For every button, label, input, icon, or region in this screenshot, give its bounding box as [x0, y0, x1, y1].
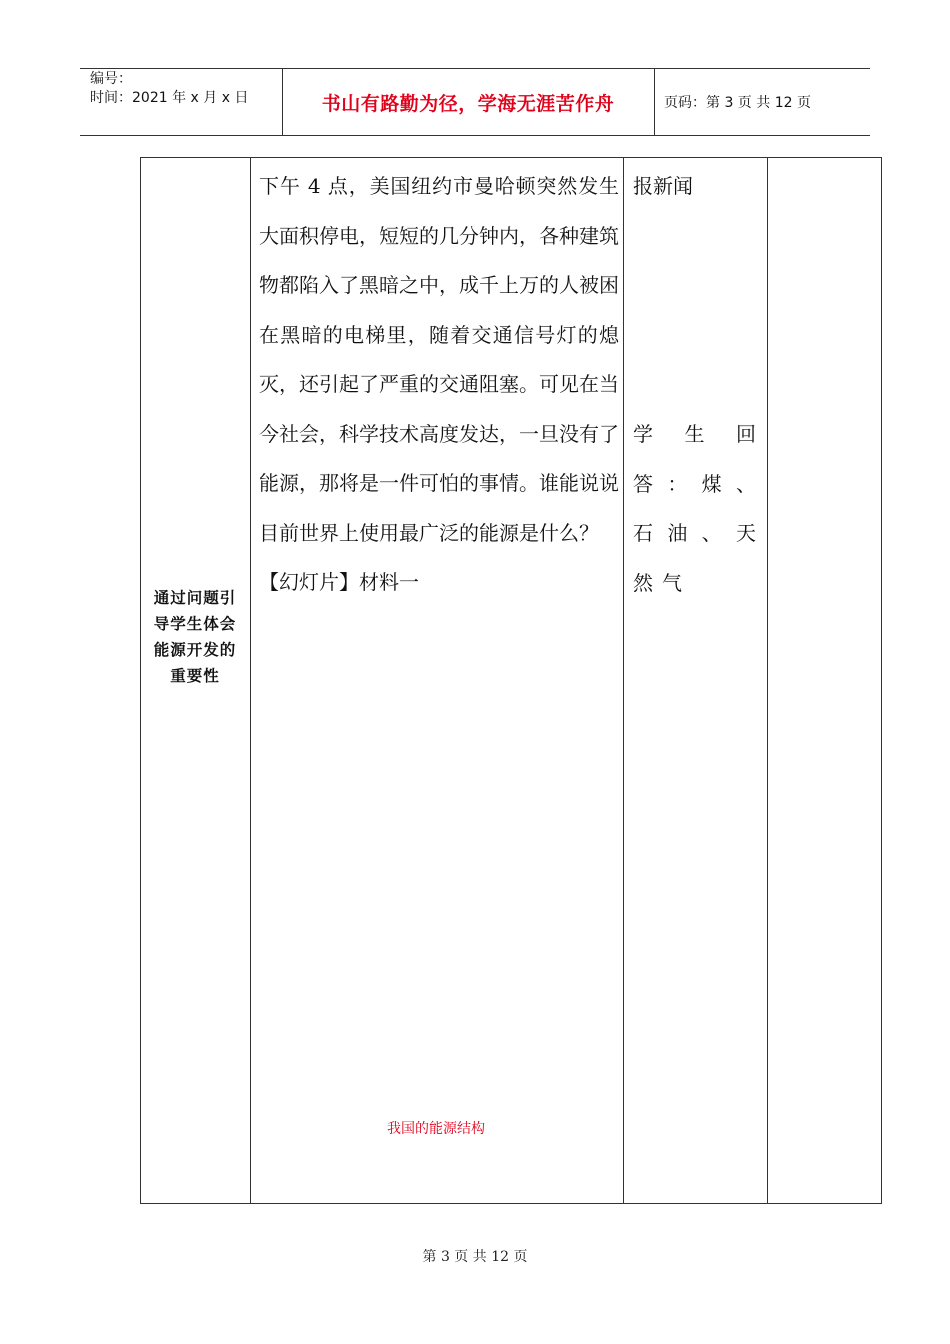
document-header: [80, 68, 870, 136]
design-objective: 通过问题引导学生体会能源开发的重要性: [153, 589, 237, 685]
column-divider: [767, 158, 768, 1203]
header-divider: [654, 68, 655, 136]
teacher-narrative: 下午 4 点，美国纽约市曼哈顿突然发生大面积停电，短短的几分钟内，各种建筑物都陷入了黑暗之中，成千上万的人被困在黑暗的电梯里，随着交通信号灯的熄灭，还引起了严重的交通阻塞。可见在当今社会，科学技术高度发达，一旦没有了能源，那将是一件可怕的事情。谁能说说目前世界上使用最广泛的能源是什么？: [259, 174, 619, 545]
teacher-activity: [259, 162, 619, 608]
student-answer: [633, 410, 765, 608]
student-activity-news: 报新闻: [633, 174, 693, 198]
student-answer-prefix: 学生回答：: [633, 422, 765, 496]
header-page-info: 页码：第 3 页 共 12 页: [664, 95, 811, 111]
slide-label: 【幻灯片】材料一: [259, 570, 419, 594]
chart-title: 我国的能源结构: [387, 1121, 485, 1137]
lesson-table: [140, 157, 882, 1204]
header-meta: [90, 70, 248, 108]
student-answer-text: 煤、石油、天然气: [633, 471, 766, 595]
column-divider: [623, 158, 624, 1203]
page-footer: 第 3 页 共 12 页: [422, 1249, 528, 1265]
column-divider: [250, 158, 251, 1203]
time-label: 时间：2021 年 x 月 x 日: [90, 90, 249, 106]
number-label: 编号：: [90, 71, 132, 87]
header-motto: 书山有路勤为径，学海无涯苦作舟: [321, 92, 615, 115]
